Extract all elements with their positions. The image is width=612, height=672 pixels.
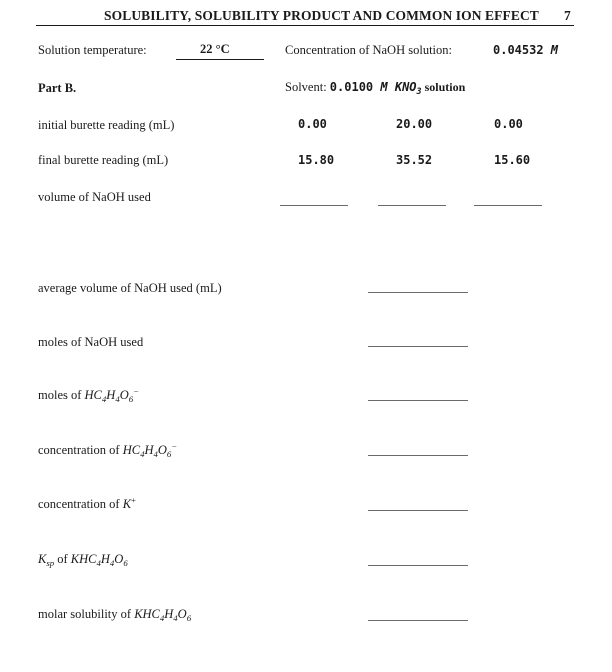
- part-label: Part B.: [38, 81, 77, 95]
- naoh-concentration-label: Concentration of NaOH solution:: [285, 43, 452, 57]
- page-number: 7: [564, 8, 571, 23]
- volume-blank-line-1: [280, 205, 348, 206]
- temperature-label: Solution temperature:: [38, 43, 147, 57]
- average-volume-blank: [368, 292, 468, 293]
- final-reading-trial-2: 35.52: [396, 153, 433, 167]
- molar-solubility-blank: [368, 620, 468, 621]
- volume-blank-line-3: [474, 205, 542, 206]
- temperature-blank-line: [176, 59, 264, 60]
- initial-reading-label: initial burette reading (mL): [38, 118, 175, 132]
- solvent-label: Solvent:: [285, 80, 327, 94]
- volume-blank-line-2: [378, 205, 446, 206]
- moles-naoh-blank: [368, 346, 468, 347]
- header-rule: [36, 25, 574, 26]
- solvent-value: 0.0100 M $KNO_3$ solution: [329, 80, 466, 96]
- page-title: SOLUBILITY, SOLUBILITY PRODUCT AND COMMON ION EFFECT: [104, 8, 539, 23]
- average-volume-label: average volume of NaOH used (mL): [38, 281, 222, 295]
- concentration-bitartrate-label: concentration of $HC_4H_4O_6^-$: [38, 441, 178, 460]
- initial-reading-trial-3: 0.00: [494, 117, 523, 131]
- final-reading-trial-1: 15.80: [298, 153, 335, 167]
- concentration-bitartrate-blank: [368, 455, 468, 456]
- final-reading-trial-3: 15.60: [494, 153, 531, 167]
- ksp-blank: [368, 565, 468, 566]
- solvent-line: [285, 80, 465, 95]
- volume-used-label: volume of NaOH used: [38, 190, 151, 204]
- temperature-value: 22 °C: [200, 42, 230, 56]
- final-reading-label: final burette reading (mL): [38, 153, 169, 167]
- ksp-label: $K_{sp}$ of $KHC_4H_4O_6$: [38, 552, 128, 569]
- initial-reading-trial-1: 0.00: [298, 117, 327, 131]
- concentration-potassium-blank: [368, 510, 468, 511]
- moles-naoh-label: moles of NaOH used: [38, 335, 144, 349]
- concentration-potassium-label: concentration of K+: [38, 495, 136, 511]
- naoh-concentration-value: 0.04532 M: [493, 43, 559, 57]
- moles-bitartrate-blank: [368, 400, 468, 401]
- molar-solubility-label: molar solubility of $KHC_4H_4O_6$: [38, 607, 192, 624]
- initial-reading-trial-2: 20.00: [396, 117, 433, 131]
- moles-bitartrate-label: moles of $HC_4H_4O_6^-$: [38, 386, 139, 405]
